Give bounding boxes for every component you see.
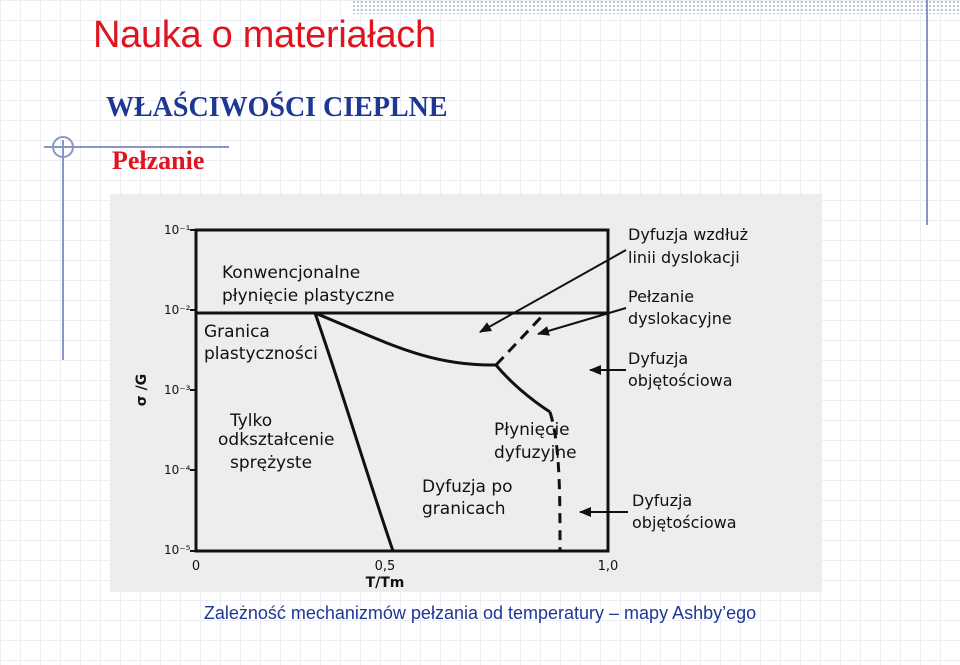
slide-title: Nauka o materiałach	[93, 14, 436, 56]
callout-dislocation-core-1: Dyfuzja wzdłuż	[628, 225, 749, 244]
callout-dislocation-creep-2: dyslokacyjne	[628, 309, 732, 328]
header-decoration	[352, 0, 960, 14]
y-tick-label: 10⁻¹	[164, 223, 191, 237]
y-tick-label: 10⁻³	[164, 383, 191, 397]
dislocation-core-boundary	[496, 313, 545, 365]
y-axis-label: σ /G	[134, 373, 150, 407]
dislocation-creep-boundary	[315, 313, 496, 365]
arrow-dislocation-core	[480, 250, 626, 332]
x-axis-label: T/Tm	[365, 575, 405, 591]
section-title: Pełzanie	[112, 146, 205, 175]
volume-diffusion-boundary	[496, 365, 550, 412]
region-label-conventional-1: Konwencjonalne	[222, 263, 361, 283]
x-tick-label: 1,0	[597, 559, 619, 574]
region-label-elastic-3: sprężyste	[230, 453, 313, 473]
decorative-line-right	[926, 0, 928, 225]
region-label-diffusion-flow-2: dyfuzyjne	[494, 443, 577, 463]
region-label-diffusion-flow-1: Płynięcie	[494, 420, 570, 440]
callout-volume-diffusion-2b: objętościowa	[632, 513, 737, 532]
region-label-yield-1: Granica	[204, 322, 270, 342]
y-tick-label: 10⁻⁴	[164, 463, 191, 477]
ashby-map-figure	[110, 194, 822, 592]
callout-dislocation-core-2: linii dyslokacji	[628, 248, 740, 267]
region-label-grain-boundary-2: granicach	[422, 499, 506, 519]
slide-subtitle: WŁAŚCIWOŚCI CIEPLNE	[106, 92, 448, 123]
callout-volume-diffusion-1a: Dyfuzja	[628, 349, 689, 368]
decorative-line-left	[62, 140, 64, 360]
callout-dislocation-creep-1: Pełzanie	[628, 287, 695, 306]
decorative-ring	[52, 136, 74, 158]
x-tick-label: 0	[191, 559, 201, 574]
callout-volume-diffusion-1b: objętościowa	[628, 371, 733, 390]
region-label-grain-boundary-1: Dyfuzja po	[422, 477, 513, 497]
callout-volume-diffusion-2a: Dyfuzja	[632, 491, 693, 510]
region-label-elastic-1: Tylko	[230, 411, 273, 431]
region-label-conventional-2: płynięcie plastyczne	[222, 286, 395, 306]
x-tick-label: 0,5	[374, 559, 396, 574]
y-tick-label: 10⁻⁵	[164, 543, 191, 557]
region-label-yield-2: plastyczności	[204, 344, 318, 364]
ashby-map-svg	[110, 194, 822, 592]
y-tick-label: 10⁻²	[164, 303, 191, 317]
region-label-elastic-2: odkształcenie	[218, 430, 335, 450]
figure-caption: Zależność mechanizmów pełzania od temperatury – mapy Ashby’ego	[203, 603, 757, 623]
